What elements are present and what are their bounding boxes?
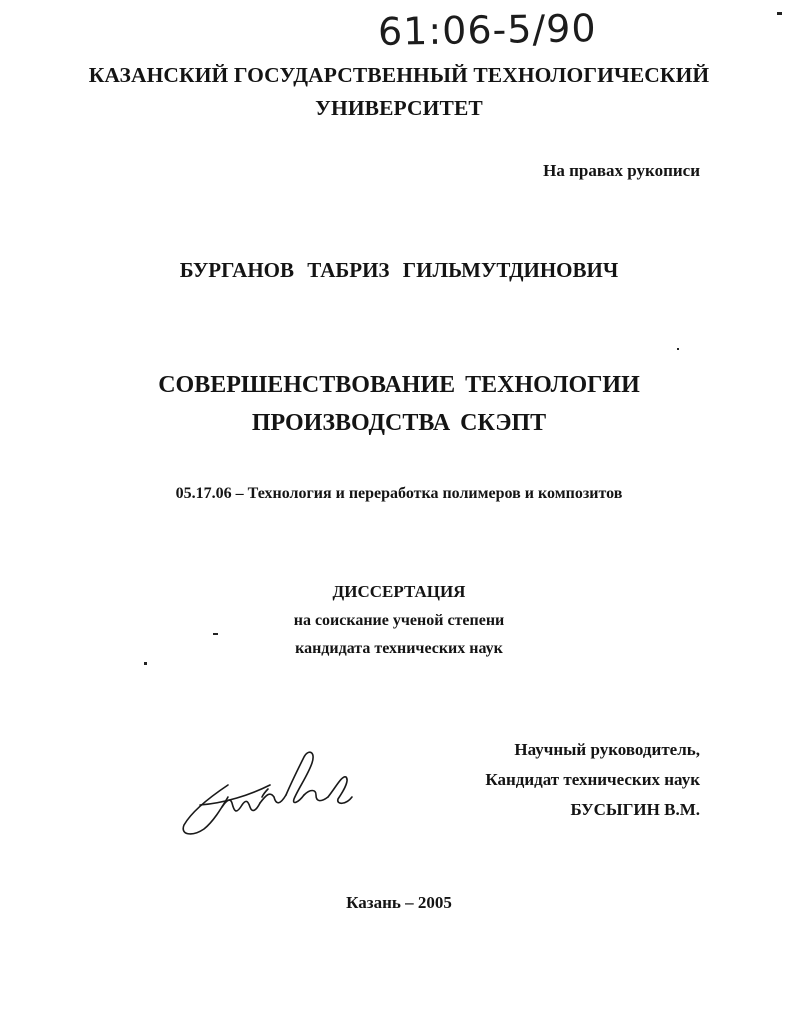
dissertation-title-line2: ПРОИЗВОДСТВА СКЭПТ — [251, 410, 547, 436]
archive-stamp-number: 61:06-5/90 — [377, 6, 597, 54]
university-name-line1: КАЗАНСКИЙ ГОСУДАРСТВЕННЫЙ ТЕХНОЛОГИЧЕСКИЙ — [88, 63, 710, 87]
degree-line1: на соискание ученой степени — [293, 612, 505, 629]
dissertation-title-line1: СОВЕРШЕНСТВОВАНИЕ ТЕХНОЛОГИИ — [158, 372, 640, 398]
manuscript-rights-note: На правах рукописи — [543, 161, 700, 180]
degree-line2: кандидата технических наук — [295, 640, 503, 657]
supervisor-name: БУСЫГИН В.М. — [570, 800, 700, 819]
author-signature — [170, 745, 370, 845]
supervisor-degree: Кандидат технических наук — [485, 770, 700, 789]
supervisor-role: Научный руководитель, — [514, 740, 700, 759]
scan-speck — [213, 633, 218, 635]
scan-speck — [144, 662, 147, 665]
scan-speck — [677, 348, 679, 350]
dissertation-heading: ДИССЕРТАЦИЯ — [332, 582, 466, 601]
author-name: БУРГАНОВ ТАБРИЗ ГИЛЬМУТДИНОВИЧ — [179, 258, 619, 282]
city-year: Казань – 2005 — [346, 893, 452, 912]
scan-speck — [777, 12, 782, 15]
specialty-code: 05.17.06 – Технология и переработка полимеров и композитов — [175, 485, 623, 502]
university-name-line2: УНИВЕРСИТЕТ — [315, 96, 483, 120]
